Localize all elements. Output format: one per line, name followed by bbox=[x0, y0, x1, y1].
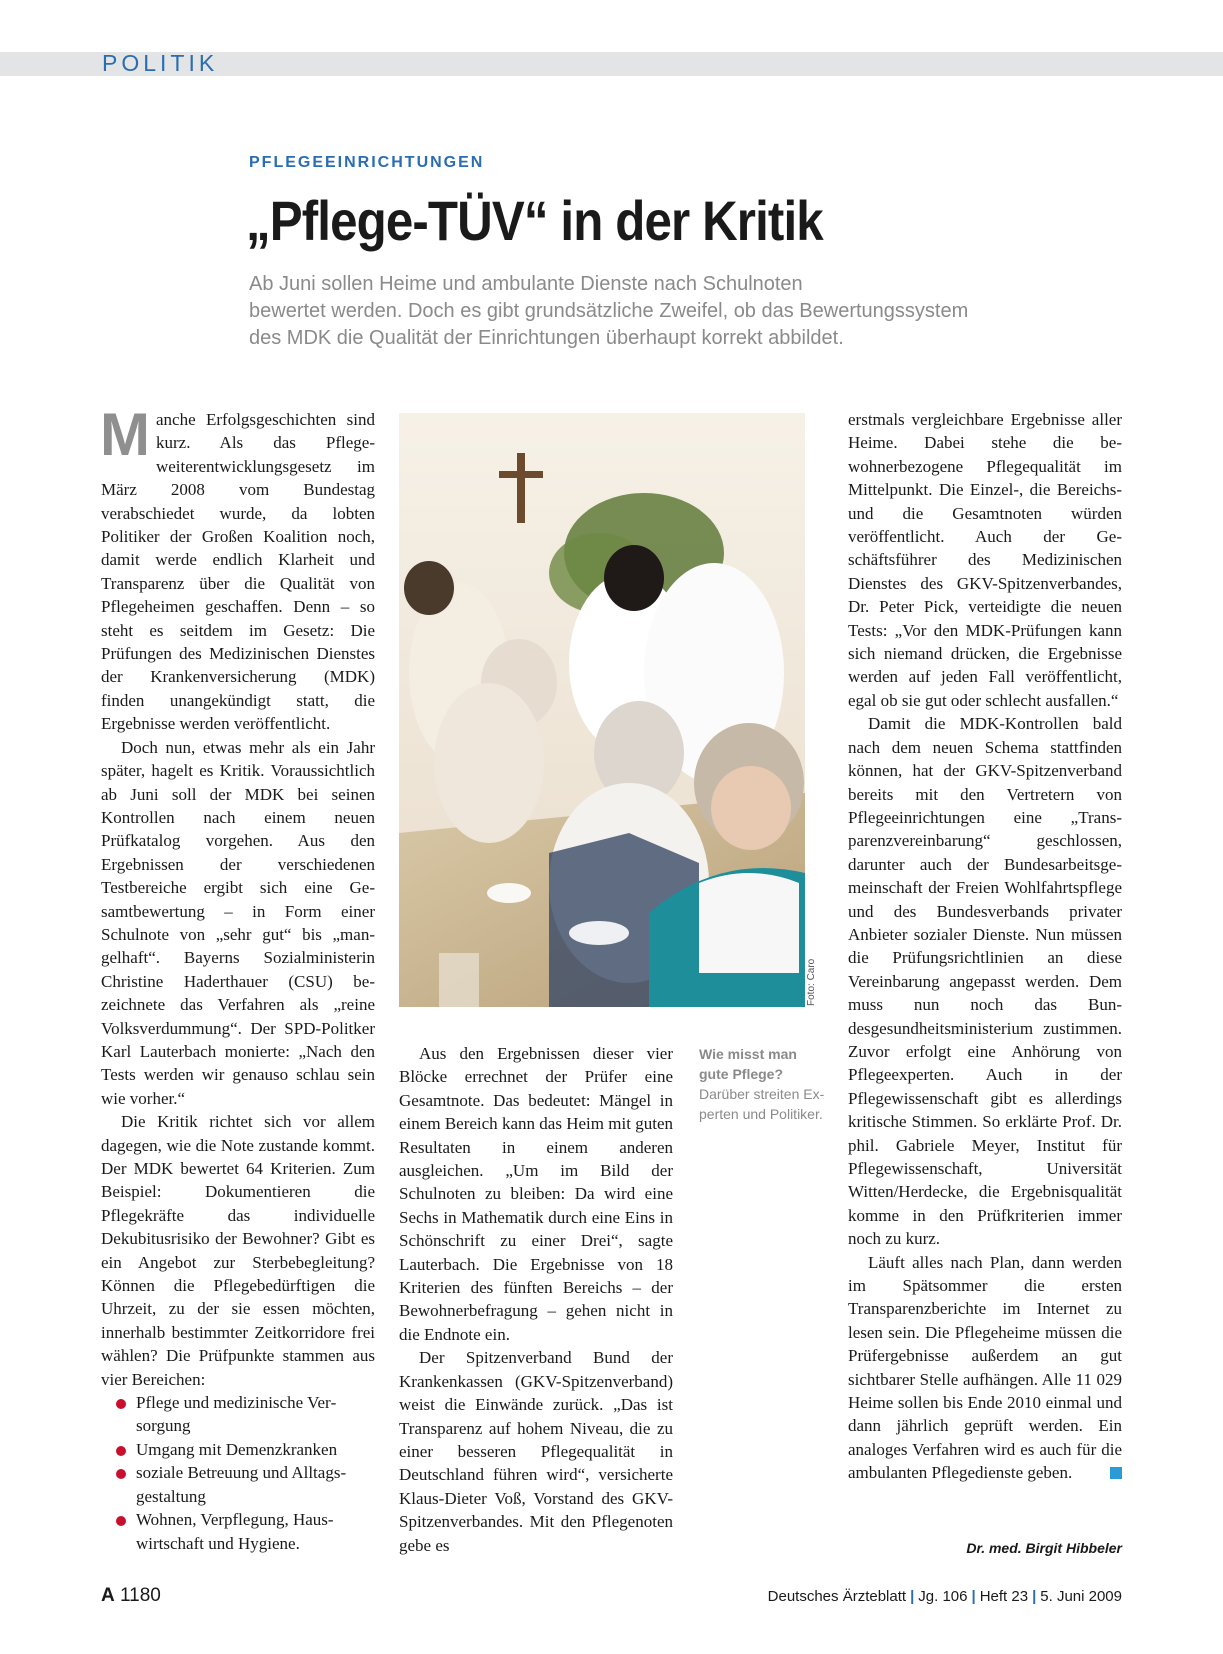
page-number-value: 1180 bbox=[120, 1585, 161, 1606]
paragraph: Damit die MDK-Kontrollen bald nach dem neuen Schema stattfinden können, hat der GKV-Spitzenverband bereits mit den Vertretern von Pflegeeinrichtungen eine „Transparenzvereinbarung“ geschlossen, darunter auch der Bundesarbeitsgemeinschaft der Freien Wohlfahrtspflege und des Bundesverbands privater Anbieter sozialer Dienste. Nun müssen die Prüfungsrichtlinien an diese Vereinbarung angepasst werden. Dem muss nun noch das Bundesgesundheitsministerium zustimmen. Zuvor erfolgt eine Anhörung von Pflegeexperten. Auch in der Pflegewissenschaft gibt es allerdings kritische Stimmen. So erklärte Prof. Dr. phil. Gabriele Meyer, Institut für Pflegewissenschaft, Universität Witten/Herdecke, die Ergebnisqualität komme in den Prüfkriterien immer noch zu kurz. bbox=[848, 714, 1122, 1249]
caption-title: Wie misst man gute Pflege? bbox=[699, 1046, 797, 1082]
paragraph-text: anche Erfolgsgeschichten sind kurz. Als das Pflegeweiterentwicklungsgesetz im März 2008 vom Bundestag verabschiedet wurde, da lobten Politiker der Großen Koalition noch, damit werde endlich Klarheit und Transparenz über die Qualität von Pflegeheimen geschaffen. Denn – so steht es seitdem im Gesetz: Die Prüfungen des Medizinischen Dienstes der Krankenversicherung (MDK) finden unangekündigt statt, die Ergebnisse werden veröffentlicht. bbox=[101, 410, 375, 734]
paragraph bbox=[848, 1251, 1122, 1485]
paragraph bbox=[100, 401, 375, 736]
list-item: Wohnen, Verpflegung, Hauswirtschaft und Hygiene. bbox=[136, 1508, 375, 1555]
text-column-3 bbox=[848, 408, 1122, 1485]
paragraph: Der Spitzenverband Bund der Krankenkassen (GKV-Spitzenverband) weist die Einwände zurück. „Das ist Transparenz auf hohem Niveau, die zu einer besseren Pflegequalität in Deutschland führen wird“, versicherte Klaus-Dieter Voß, Vorstand des GKV-Spitzenverbandes. Mit den Pflegenoten gebe es bbox=[399, 1348, 673, 1555]
nurse-head bbox=[604, 545, 664, 611]
lead-line: Ab Juni sollen Heime und ambulante Dienste nach Schulnoten bbox=[249, 273, 803, 295]
crucifix bbox=[517, 453, 525, 523]
lead-line: des MDK die Qualität der Einrichtungen überhaupt korrekt abbildet. bbox=[249, 327, 844, 349]
photo-caption bbox=[699, 1044, 829, 1124]
paragraph: Die Kritik richtet sich vor allem dagegen, wie die Note zustande kommt. Der MDK bewertet 64 Kriterien. Zum Beispiel: Dokumentieren die Pflegekräfte das individuelle Dekubitusrisiko der Bewohner? Gibt es ein Angebot zur Sterbebegleitung? Können die Pflegebedürftigen die Uhrzeit, zu der sie essen möchten, innerhalb bestimmter Zeitkorridore frei wählen? Die Prüfpunkte stammen aus vier Bereichen: bbox=[101, 1112, 375, 1389]
page-number bbox=[101, 1585, 161, 1607]
footer-separator: | bbox=[971, 1588, 976, 1605]
footer-separator: | bbox=[1032, 1588, 1037, 1605]
paragraph: Aus den Ergebnissen dieser vier Blöcke errechnet der Prüfer eine Gesamtnote. Das bedeutet: Mängel in einem Bereich kann das Heim mit guten Resultaten in einem anderen ausgleichen. „Um im Bild der Schulnoten zu bleiben: Da wird eine Sechs in Mathematik durch eine Eins in Schönschrift zu einer Drei“, sagte Lauterbach. Die Ergebnisse von 18 Kriterien des fünften Bereichs – der Bewohnerbefragung – gehen nicht in die Endnote ein. bbox=[399, 1044, 673, 1344]
journal-footer bbox=[768, 1588, 1122, 1605]
article-lead bbox=[249, 271, 1129, 352]
article-author: Dr. med. Birgit Hibbeler bbox=[966, 1540, 1122, 1556]
text-column-1 bbox=[100, 401, 375, 1555]
list-item: Pflege und medizinische Versorgung bbox=[136, 1391, 375, 1438]
criteria-list bbox=[101, 1391, 375, 1555]
list-item: soziale Betreuung und Alltagsgestaltung bbox=[136, 1461, 375, 1508]
paragraph: Doch nun, etwas mehr als ein Jahr später, hagelt es Kritik. Voraussichtlich ab Juni soll der MDK bei seinen Kontrollen nach einem neuen Prüfkatalog vorgehen. Aus den Ergebnissen der verschiedenen Testbereiche ergibt sich eine Gesamtbewertung – in Form einer Schulnote von „sehr gut“ bis „mangelhaft“. Bayerns Sozialministerin Christine Haderthauer (CSU) bezeichnete das Verfahren als „reine Volksverdummung“. Der SPD-Politker Karl Lauterbach monierte: „Nach den Tests werden wir genauso schlau sein wie vorher.“ bbox=[101, 737, 375, 1108]
list-item: Umgang mit Demenzkranken bbox=[136, 1438, 375, 1461]
lead-line: bewertet werden. Doch es gibt grundsätzliche Zweifel, ob das Bewertungssystem bbox=[249, 300, 969, 322]
paragraph-text: Läuft alles nach Plan, dann werden im Spätsommer die ersten Transparenzberichte im Internet zu lesen sein. Die Pflegeheime müssen die Prüfergebnisse außerdem an gut sichtbarer Stelle aufhängen. Alle 11 029 Heime sollen bis Ende 2010 einmal und dann jährlich geprüft werden. Ein analoges Verfahren wird es auch für die ambulanten Pflegedienste geben. bbox=[848, 1252, 1122, 1483]
journal-date: 5. Juni 2009 bbox=[1040, 1588, 1122, 1605]
photo-credit: Foto: Caro bbox=[806, 958, 817, 1006]
journal-volume: Jg. 106 bbox=[918, 1588, 968, 1605]
journal-issue: Heft 23 bbox=[979, 1588, 1029, 1605]
end-mark-icon bbox=[1110, 1467, 1122, 1479]
article-title: „Pflege-TÜV“ in der Kritik bbox=[246, 189, 823, 252]
article-photo bbox=[399, 413, 805, 1007]
text-column-2 bbox=[399, 1042, 673, 1557]
caption-text: Darüber streiten Experten und Politiker. bbox=[699, 1086, 825, 1122]
photo-illustration bbox=[399, 413, 805, 1007]
article-kicker: PFLEGEEINRICHTUNGEN bbox=[249, 154, 485, 171]
journal-name: Deutsches Ärzteblatt bbox=[767, 1588, 907, 1605]
page-prefix: A bbox=[101, 1585, 115, 1606]
drop-cap: M bbox=[100, 401, 150, 468]
footer-separator: | bbox=[910, 1588, 915, 1605]
section-label: POLITIK bbox=[102, 50, 219, 76]
paragraph: erstmals vergleichbare Ergebnisse aller Heime. Dabei stehe die bewohnerbezogene Pflegequalität im Mittelpunkt. Die Einzel-, die Bereichs- und die Gesamtnoten würden veröffentlicht. Auch der Geschäftsführer des Medizinischen Dienstes des GKV-Spitzenverbandes, Dr. Peter Pick, verteidigte die neuen Tests: „Vor den MDK-Prüfungen kann sich niemand drücken, die Ergebnisse werden auf jeden Fall veröffentlicht, egal ob sie gut oder schlecht ausfallen.“ bbox=[848, 410, 1122, 710]
